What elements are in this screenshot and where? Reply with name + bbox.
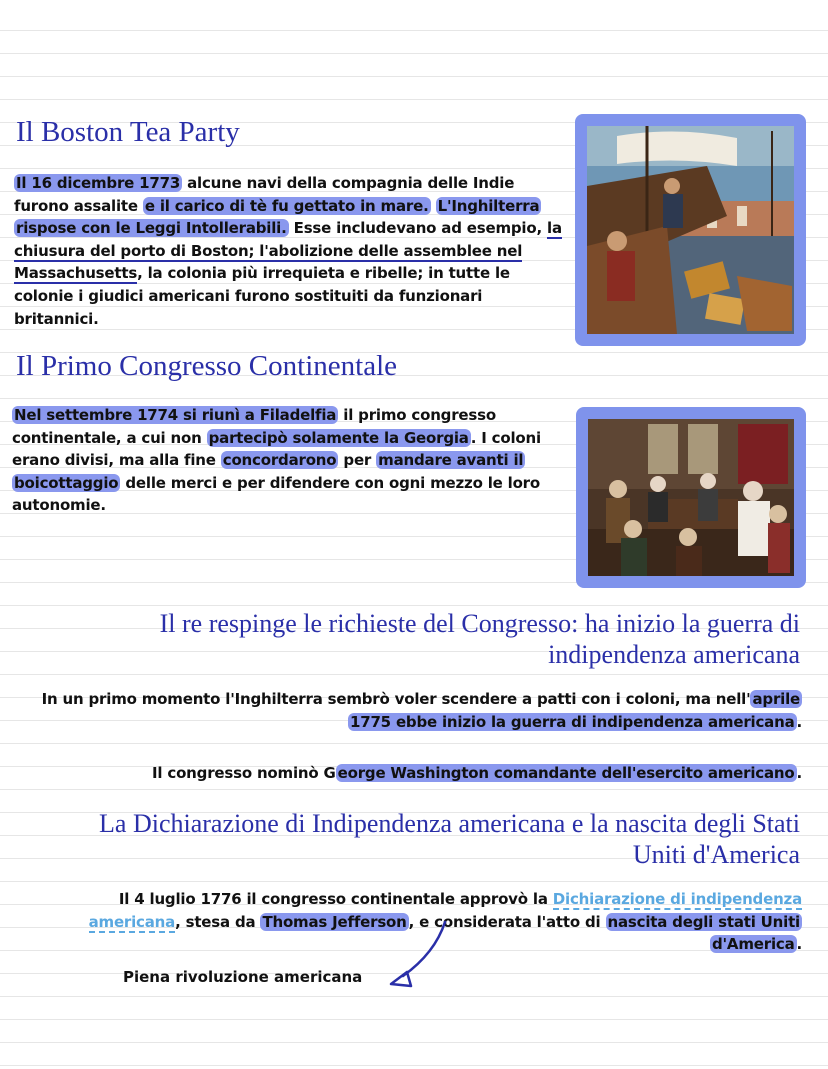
highlight-april-1775: aprile 1775 ebbe inizio la guerra di indipendenza americana [349,690,800,731]
paragraph-first-congress [12,404,568,517]
highlight-georgia: partecipò solamente la Georgia [208,428,469,447]
highlight-september-1774: Nel settembre 1774 si riunì a Filadelfia [14,406,337,424]
section-title-boston-tea-party: Il Boston Tea Party [16,116,240,148]
highlight-tea-thrown: e il carico di tè fu gettato in mare. [144,196,429,215]
text: , stesa da [175,912,261,931]
congress-painting-icon [588,419,794,576]
text: . I coloni erano divisi, ma alla fine [12,428,541,470]
text: Il congresso nominò G [152,764,336,782]
caption-revolution: Piena rivoluzione americana [123,968,363,986]
highlight-birth-usa: nascita degli stati Uniti d'America [607,912,800,954]
text: Il 4 luglio 1776 il congresso continentale approvò la [118,890,553,908]
highlight-agreed: concordarono [222,451,337,470]
paragraph-boston-tea-party [14,172,566,330]
ship-painting-icon [587,126,794,334]
text: . [796,935,802,954]
boston-tea-party-image [575,114,806,346]
continental-congress-image [576,407,806,588]
arrow-icon [385,918,455,990]
section-title-war-begins: Il re respinge le richieste del Congresso: ha inizio la guerra di indipendenza americana [159,609,800,669]
text: In un primo momento l'Inghilterra sembrò voler scendere a patti con i coloni, ma nell' [41,690,751,708]
text: per [338,451,377,470]
text: delle merci e per difendere con ogni mezzo le loro autonomie. [12,473,540,515]
text: il primo congresso continentale, a cui non [12,406,496,447]
text: , e considerata l'atto di [408,912,606,931]
text [431,197,436,215]
highlight-intolerable-acts: L'Inghilterra rispose con le Leggi Intollerabili. [16,196,540,238]
highlight-george-washington: eorge Washington comandante dell'esercito americano [337,764,795,782]
highlight-jefferson: Thomas Jefferson [262,912,407,931]
highlight-date: Il 16 dicembre 1773 [16,174,181,192]
paragraph-washington [40,762,802,785]
declaration-link[interactable]: Dichiarazione di indipendenza americana [88,890,802,931]
text: alcune navi della compagnia delle Indie furono assalite [14,174,515,215]
text: , la colonia più irrequieta e ribelle; in tutte le colonie i giudici americani furono sostituiti da funzionari britannici. [14,264,510,328]
highlight-boycott: mandare avanti il boicottaggio [14,451,524,492]
text: Esse includevano ad esempio, [288,219,547,238]
text: . [796,712,802,731]
text: . [796,764,802,782]
paragraph-war-begins [40,688,802,733]
underline-boston-port: la chiusura del porto di Boston; l'abolizione delle assemblee nel Massachusetts [14,219,562,283]
section-title-first-congress: Il Primo Congresso Continentale [16,350,397,382]
section-title-declaration: La Dichiarazione di Indipendenza americana e la nascita degli Stati Uniti d'America [99,809,800,869]
